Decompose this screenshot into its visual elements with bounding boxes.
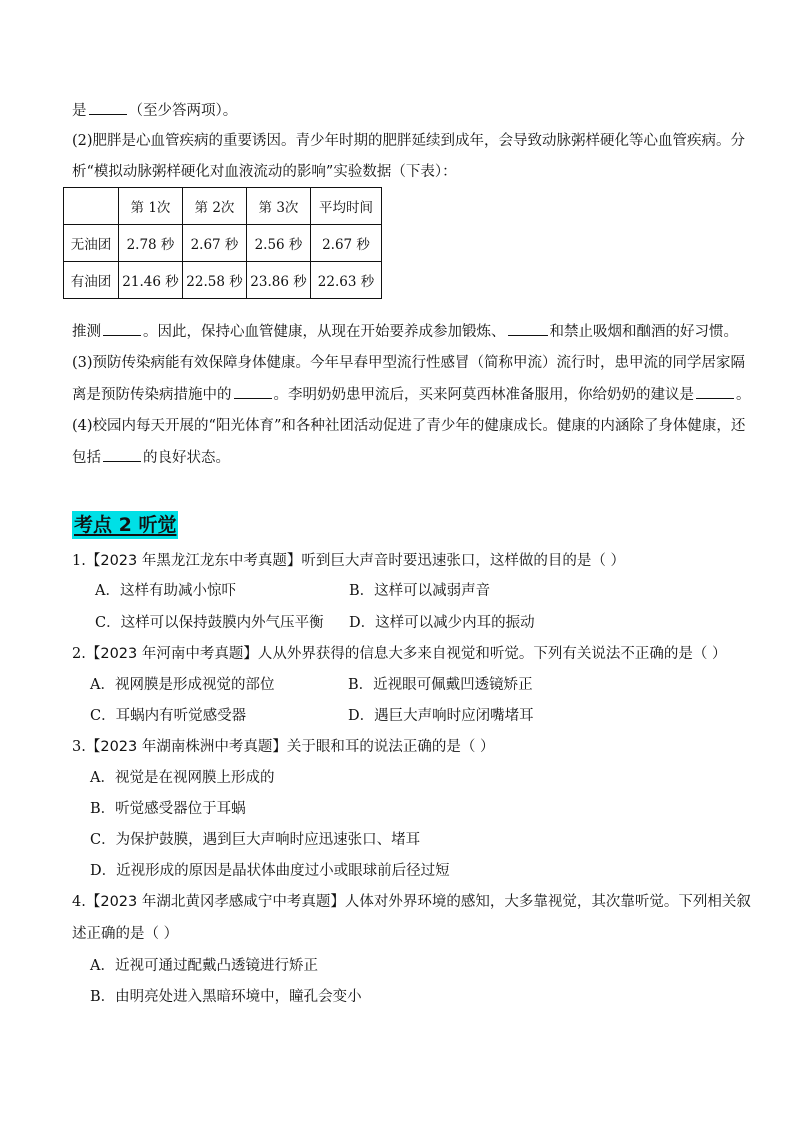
- question-1-stem: 1.【2023 年黑龙江龙东中考真题】听到巨大声音时要迅速张口，这样做的目的是（ ）: [72, 553, 625, 569]
- table-cell: 21.46 秒: [119, 262, 183, 299]
- question-source: 【2023 年河南中考真题】: [85, 646, 258, 662]
- question-4-stem-line2: 述正确的是（ ）: [72, 926, 179, 942]
- experiment-data-table: [63, 187, 382, 299]
- option-b: B．近视眼可佩戴凹透镜矫正: [348, 677, 533, 693]
- question-text-4-line2: 包括 的良好状态。: [72, 446, 230, 468]
- table-cell: 23.86 秒: [247, 262, 311, 299]
- table-row: [64, 225, 382, 262]
- question-4-stem: 4.【2023 年湖北黄冈孝感咸宁中考真题】人体对外界环境的感知，大多靠视觉，其次靠听觉。下列相关叙: [72, 894, 751, 910]
- answer-blank: [234, 383, 272, 399]
- table-header-cell: 平均时间: [311, 188, 382, 225]
- option-d: D．这样可以减少内耳的振动: [349, 615, 535, 631]
- table-cell: 2.67 秒: [311, 225, 382, 262]
- question-source: 【2023 年黑龙江龙东中考真题】: [85, 553, 302, 569]
- table-header-cell: 第 1次: [119, 188, 183, 225]
- question-source: 【2023 年湖南株洲中考真题】: [85, 739, 287, 755]
- option-d: D．近视形成的原因是晶状体曲度过小或眼球前后径过短: [90, 863, 450, 879]
- option-b: B．由明亮处进入黑暗环境中，瞳孔会变小: [90, 989, 362, 1005]
- answer-blank: [696, 383, 734, 399]
- option-a: A．视网膜是形成视觉的部位: [90, 677, 275, 693]
- table-cell: 2.67 秒: [183, 225, 247, 262]
- question-text-3-line1: (3)预防传染病能有效保障身体健康。今年早春甲型流行性感冒（简称甲流）流行时，患甲流的同学居家隔: [72, 355, 746, 371]
- table-cell: 有油团: [64, 262, 119, 299]
- answer-blank: [103, 446, 141, 462]
- option-b: B．这样可以减弱声音: [349, 583, 491, 599]
- question-text-2-line1: (2)肥胖是心血管疾病的重要诱因。青少年时期的肥胖延续到成年，会导致动脉粥样硬化等心血管疾病。分: [72, 133, 746, 149]
- table-cell: 无油团: [64, 225, 119, 262]
- question-3-stem: 3.【2023 年湖南株洲中考真题】关于眼和耳的说法正确的是（ ）: [72, 739, 495, 755]
- option-a: A．近视可通过配戴凸透镜进行矫正: [90, 958, 318, 974]
- option-b: B．听觉感受器位于耳蜗: [90, 801, 246, 817]
- table-header-cell: 第 3次: [247, 188, 311, 225]
- answer-line-1: 是 （至少答两项）。: [72, 99, 237, 121]
- table-header-row: [64, 188, 382, 225]
- option-a: A．视觉是在视网膜上形成的: [90, 770, 275, 786]
- section-heading: 考点 2 听觉: [72, 511, 178, 539]
- table-header-cell: 第 2次: [183, 188, 247, 225]
- table-cell: 22.63 秒: [311, 262, 382, 299]
- option-c: C．为保护鼓膜，遇到巨大声响时应迅速张口、堵耳: [90, 832, 421, 848]
- answer-blank: [508, 320, 548, 336]
- question-text-4-line1: (4)校园内每天开展的“阳光体育”和各种社团活动促进了青少年的健康成长。健康的内涵除了身体健康，还: [72, 418, 746, 434]
- answer-blank: [89, 99, 127, 115]
- question-text-3-line2: 离是预防传染病措施中的 。李明奶奶患甲流后，买来阿莫西林准备服用，你给奶奶的建议是 。: [72, 383, 751, 405]
- answer-line-inference: 推测 。因此，保持心血管健康，从现在开始要养成参加锻炼、 和禁止吸烟和酗酒的好习惯。: [72, 320, 738, 342]
- table-cell: 2.56 秒: [247, 225, 311, 262]
- question-2-stem: 2.【2023 年河南中考真题】人从外界获得的信息大多来自视觉和听觉。下列有关说法不正确的是（ ）: [72, 646, 727, 662]
- table-cell: 22.58 秒: [183, 262, 247, 299]
- option-a: A．这样有助减小惊吓: [95, 583, 236, 599]
- option-c: C．这样可以保持鼓膜内外气压平衡: [95, 615, 324, 631]
- table-header-cell: [64, 188, 119, 225]
- answer-blank: [103, 320, 141, 336]
- question-source: 【2023 年湖北黄冈孝感咸宁中考真题】: [85, 894, 345, 910]
- question-text-2-line2: 析“模拟动脉粥样硬化对血液流动的影响”实验数据（下表）：: [72, 164, 457, 180]
- option-d: D．遇巨大声响时应闭嘴堵耳: [348, 708, 534, 724]
- table-cell: 2.78 秒: [119, 225, 183, 262]
- option-c: C．耳蜗内有听觉感受器: [90, 708, 247, 724]
- table-row: [64, 262, 382, 299]
